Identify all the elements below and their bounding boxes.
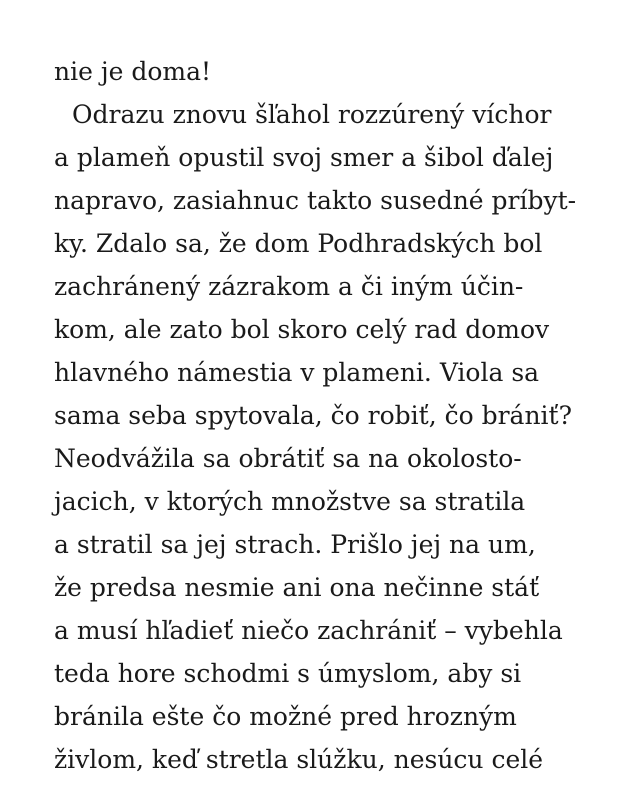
- text-line: Neodvážila sa obrátiť sa na okolosto-: [54, 444, 522, 473]
- text-line: nie je doma!: [54, 57, 212, 86]
- text-line: ky. Zdalo sa, že dom Podhradských bol: [54, 229, 543, 258]
- text-line: a stratil sa jej strach. Prišlo jej na um,: [54, 530, 536, 559]
- text-line: jacich, v ktorých množstve sa stratila: [54, 487, 526, 516]
- text-line: zachránený zázrakom a či iným účin-: [54, 272, 524, 301]
- text-line: živlom, keď stretla slúžku, nesúcu celé: [54, 745, 544, 774]
- text-line: a musí hľadieť niečo zachrániť – vybehla: [54, 616, 563, 645]
- text-line: a plameň opustil svoj smer a šibol ďalej: [54, 143, 554, 172]
- body-text: [54, 50, 604, 781]
- paragraph-first-line: Odrazu znovu šľahol rozzúrený víchor: [72, 100, 552, 129]
- text-line: teda hore schodmi s úmyslom, aby si: [54, 659, 522, 688]
- text-line: hlavného námestia v plameni. Viola sa: [54, 358, 540, 387]
- text-line: kom, ale zato bol skoro celý rad domov: [54, 315, 550, 344]
- text-line: bránila ešte čo možné pred hrozným: [54, 702, 517, 731]
- text-line: že predsa nesmie ani ona nečinne stáť: [54, 573, 540, 602]
- text-line: napravo, zasiahnuc takto susedné príbyt-: [54, 186, 577, 215]
- text-line: sama seba spytovala, čo robiť, čo brániť?: [54, 401, 572, 430]
